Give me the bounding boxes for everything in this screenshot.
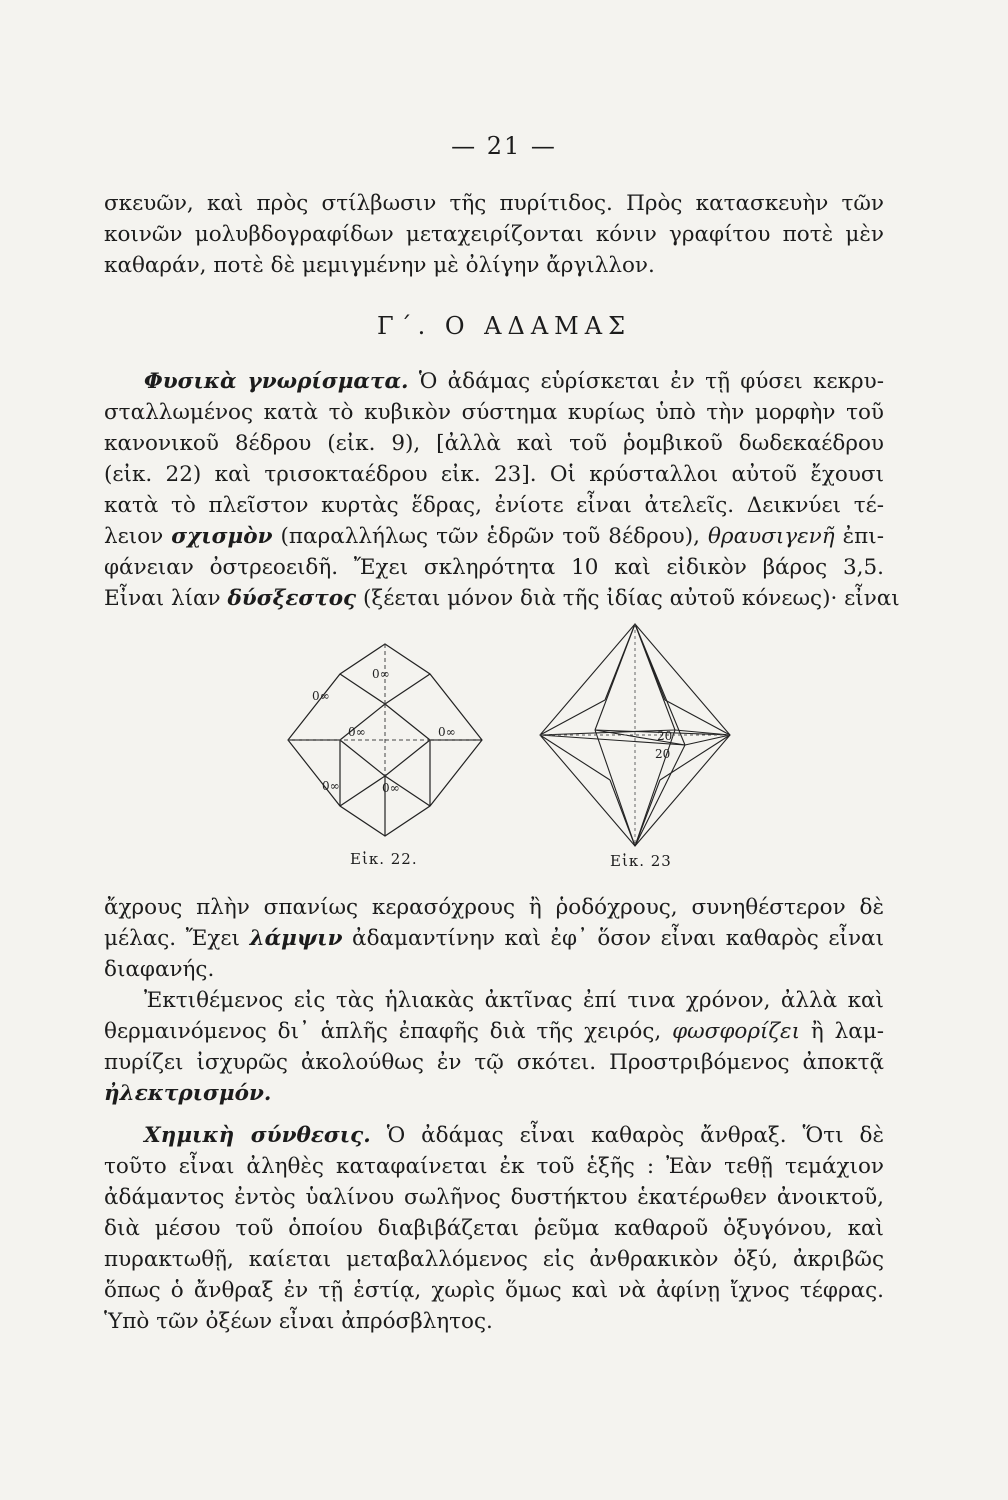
- text-line: κανονικοῦ 8έδρου (εἰκ. 9), [ἀλλὰ καὶ τοῦ ῥομβικοῦ δωδεκαέδρου: [104, 431, 884, 456]
- text-line: Ὑπὸ τῶν ὀξέων εἶναι ἀπρόσβλητος.: [104, 1309, 493, 1334]
- figure-caption: Εἰκ. 22.: [350, 850, 418, 868]
- intro-paragraph: [104, 188, 884, 281]
- text-line: σκευῶν, καὶ πρὸς στίλβωσιν τῆς πυρίτιδος. Πρὸς κατασκευὴν τῶν: [104, 191, 884, 216]
- text-line: φάνειαν ὀστρεοειδῆ. Ἔχει σκληρότητα 10 καὶ εἰδικὸν βάρος 3,5.: [104, 555, 884, 580]
- physical-properties-label: Φυσικὰ γνωρίσματα.: [144, 369, 409, 394]
- lustre-term: λάμψιν: [249, 926, 343, 951]
- figure-caption: Εἰκ. 23: [610, 852, 672, 870]
- text-line: ὅπως ὁ ἄνθραξ ἐν τῇ ἑστίᾳ, χωρὶς ὅμως καὶ νὰ ἀφίνῃ ἴχνος τέφρας.: [104, 1278, 884, 1303]
- text-line: θερμαινόμενος δι᾽ ἁπλῆς ἐπαφῆς διὰ τῆς χειρός, φωσφορίζει ἢ λαμ-: [104, 1019, 884, 1044]
- text-line: πυρίζει ἰσχυρῶς ἀκολούθως ἐν τῷ σκότει. Προστριβόμενος ἀποκτᾷ: [104, 1050, 884, 1075]
- text-line: ἄχρους πλὴν σπανίως κερασόχρους ἢ ῥοδόχρους, συνηθέστερον δὲ: [104, 895, 884, 920]
- face-label: 0∞: [348, 725, 366, 739]
- face-label: 0∞: [322, 779, 340, 793]
- phosphoresces-term: φωσφορίζει: [672, 1019, 801, 1044]
- text-line: διὰ μέσου τοῦ ὁποίου διαβιβάζεται ῥεῦμα καθαροῦ ὀξυγόνου, καὶ: [104, 1216, 884, 1241]
- face-label: 0∞: [382, 781, 400, 795]
- electricity-term: ἠλεκτρισμόν.: [104, 1081, 272, 1106]
- physical-properties-paragraph: [104, 366, 900, 614]
- face-label: 0∞: [372, 667, 390, 681]
- text-line: ἀδάμαντος ἐντὸς ὑαλίνου σωλῆνος δυστήκτου ἑκατέρωθεν ἀνοικτοῦ,: [104, 1185, 884, 1210]
- cleavage-term: σχισμὸν: [171, 524, 273, 549]
- brittle-term: θραυσιγενῆ: [707, 524, 835, 549]
- colour-lustre-paragraph: [104, 892, 884, 1109]
- trisoctahedron-drawing: [535, 620, 735, 850]
- face-label: 20: [655, 747, 671, 761]
- figure-trisoctahedron: [535, 620, 735, 870]
- text-line: Ἐκτιθέμενος εἰς τὰς ἡλιακὰς ἀκτῖνας ἐπί τινα χρόνον, ἀλλὰ καὶ: [144, 988, 884, 1013]
- text-line: τοῦτο εἶναι ἀληθὲς καταφαίνεται ἐκ τοῦ ἑξῆς : Ἐὰν τεθῇ τεμάχιον: [104, 1154, 884, 1179]
- text-line: (εἰκ. 22) καὶ τρισοκταέδρου εἰκ. 23]. Οἱ κρύσταλλοι αὐτοῦ ἔχουσι: [104, 462, 884, 487]
- text-line: Εἶναι λίαν δύσξεστος (ξέεται μόνον διὰ τῆς ἰδίας αὐτοῦ κόνεως)· εἶναι: [104, 586, 900, 611]
- face-label: 20: [657, 729, 673, 743]
- text-line: μέλας. Ἔχει λάμψιν ἀδαμαντίνην καὶ ἐφ᾽ ὅσον εἶναι καθαρὸς εἶναι: [104, 926, 884, 951]
- face-label: 0∞: [438, 725, 456, 739]
- chemical-composition-label: Χημικὴ σύνθεσις.: [144, 1123, 371, 1148]
- text-line: Χημικὴ σύνθεσις. Ὁ ἀδάμας εἶναι καθαρὸς ἄνθραξ. Ὅτι δὲ: [144, 1123, 884, 1148]
- section-heading: Γ΄. Ο ΑΔΑΜΑΣ: [376, 312, 632, 340]
- text-line: διαφανής.: [104, 957, 215, 982]
- text-line: κατὰ τὸ πλεῖστον κυρτὰς ἕδρας, ἐνίοτε εἶναι ἀτελεῖς. Δεικνύει τέ-: [104, 493, 884, 518]
- chemical-composition-paragraph: [104, 1120, 884, 1337]
- text-line: λειον σχισμὸν (παραλλήλως τῶν ἑδρῶν τοῦ 8έδρου), θραυσιγενῆ ἐπι-: [104, 524, 885, 549]
- text-line: Φυσικὰ γνωρίσματα. Ὁ ἀδάμας εὑρίσκεται ἐν τῇ φύσει κεκρυ-: [144, 369, 884, 394]
- rhombic-dodecahedron-drawing: [270, 640, 500, 840]
- text-line: καθαράν, ποτὲ δὲ μεμιγμένην μὲ ὀλίγην ἄργιλλον.: [104, 253, 655, 278]
- face-label: 0∞: [312, 689, 330, 703]
- figure-rhombic-dodecahedron: [270, 640, 500, 868]
- page-number: — 21 —: [451, 132, 557, 160]
- crystal-figures: [260, 640, 760, 880]
- text-line: κοινῶν μολυβδογραφίδων μεταχειρίζονται κόνιν γραφίτου ποτὲ μὲν: [104, 222, 884, 247]
- text-line: σταλλωμένος κατὰ τὸ κυβικὸν σύστημα κυρίως ὑπὸ τὴν μορφὴν τοῦ: [104, 400, 884, 425]
- text-line: πυρακτωθῇ, καίεται μεταβαλλόμενος εἰς ἀνθρακικὸν ὀξύ, ἀκριβῶς: [104, 1247, 884, 1272]
- hard-to-scrape-term: δύσξεστος: [227, 586, 357, 611]
